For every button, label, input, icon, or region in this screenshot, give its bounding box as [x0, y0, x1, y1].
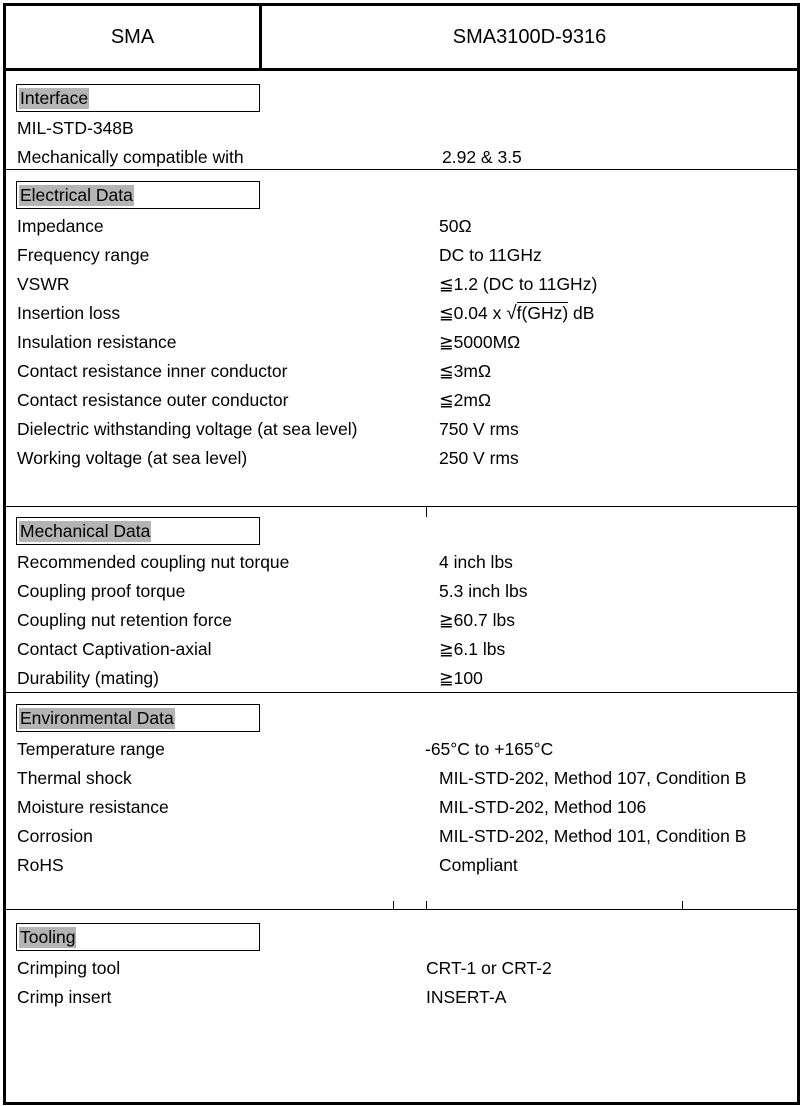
spec-label: Insulation resistance — [17, 331, 177, 352]
spec-value: 2.92 & 3.5 — [442, 147, 522, 167]
spec-value: DC to 11GHz — [439, 244, 542, 265]
connector-series: SMA — [110, 26, 155, 48]
spec-row — [6, 386, 797, 415]
spec-row — [6, 328, 797, 357]
spec-label: Contact resistance inner conductor — [17, 360, 288, 381]
spec-label: RoHS — [17, 854, 64, 875]
spec-label: Coupling nut retention force — [17, 610, 232, 630]
spec-row — [6, 577, 797, 606]
spec-row — [6, 548, 797, 577]
spec-value: CRT-1 or CRT-2 — [426, 958, 552, 978]
spec-row — [6, 764, 797, 793]
spec-label: Crimp insert — [17, 987, 112, 1007]
section-environmental — [6, 694, 797, 909]
section-title-mechanical — [16, 517, 260, 545]
spec-label: Temperature range — [17, 738, 165, 759]
column-tick — [426, 507, 427, 517]
spec-value: ≧60.7 lbs — [439, 610, 515, 630]
spec-label: Thermal shock — [17, 767, 132, 788]
spec-sheet — [3, 3, 800, 1105]
spec-label: Frequency range — [17, 244, 150, 265]
spec-label: Mechanically compatible with — [17, 147, 244, 167]
spec-row — [6, 212, 797, 241]
section-mechanical — [6, 507, 797, 693]
section-title-environmental — [16, 704, 260, 732]
spec-row — [6, 606, 797, 635]
column-tick — [682, 901, 683, 909]
section-interface — [6, 71, 797, 170]
spec-label: Impedance — [17, 215, 104, 236]
spec-value: ≧100 — [439, 668, 483, 688]
spec-label: Durability (mating) — [17, 668, 159, 688]
spec-label: Working voltage (at sea level) — [17, 447, 248, 468]
spec-value: MIL-STD-202, Method 107, Condition B — [439, 767, 747, 788]
spec-value: 4 inch lbs — [439, 552, 513, 572]
part-number: SMA3100D-9316 — [452, 26, 607, 48]
section-title-interface — [16, 84, 260, 112]
section-title-mechanical-text: Mechanical Data — [20, 521, 151, 541]
section-title-environmental-text: Environmental Data — [20, 707, 174, 728]
spec-row — [6, 241, 797, 270]
section-tooling — [6, 911, 797, 1101]
spec-row — [6, 851, 797, 880]
spec-row — [6, 444, 797, 473]
spec-label: Recommended coupling nut torque — [17, 552, 290, 572]
spec-value: ≧5000MΩ — [439, 331, 521, 352]
spec-label: MIL-STD-348B — [17, 118, 134, 138]
spec-value: 5.3 inch lbs — [439, 581, 528, 601]
spec-value: ≦2mΩ — [439, 389, 492, 410]
spec-label: Moisture resistance — [17, 796, 169, 817]
section-title-electrical-text: Electrical Data — [20, 184, 133, 205]
section-electrical — [6, 171, 797, 507]
square-root-symbol: √f(GHz) — [506, 302, 569, 324]
spec-label: Corrosion — [17, 825, 93, 846]
spec-value: ≦1.2 (DC to 11GHz) — [439, 273, 598, 294]
spec-value: 250 V rms — [439, 447, 519, 468]
insertion-loss-radicand: f(GHz) — [516, 302, 569, 323]
section-title-interface-text: Interface — [20, 88, 89, 108]
spec-value: MIL-STD-202, Method 101, Condition B — [439, 825, 747, 846]
insertion-loss-value — [439, 299, 594, 328]
spec-value: 750 V rms — [439, 418, 519, 439]
insertion-loss-prefix: ≦0.04 x — [439, 302, 507, 323]
section-title-tooling-text: Tooling — [20, 927, 76, 947]
spec-row — [6, 822, 797, 851]
spec-label: Coupling proof torque — [17, 581, 186, 601]
spec-value: -65°C to +165°C — [425, 738, 554, 759]
spec-value: Compliant — [439, 854, 518, 875]
header-row — [6, 6, 797, 71]
spec-label: Insertion loss — [17, 302, 121, 323]
spec-label: Contact resistance outer conductor — [17, 389, 289, 410]
spec-value: ≦3mΩ — [439, 360, 492, 381]
spec-row — [6, 415, 797, 444]
section-title-electrical — [16, 181, 260, 209]
column-tick — [426, 901, 427, 909]
spec-label: Contact Captivation-axial — [17, 639, 212, 659]
spec-row — [6, 143, 797, 172]
section-title-tooling — [16, 923, 260, 951]
spec-row — [6, 735, 797, 764]
spec-value: 50Ω — [439, 215, 472, 236]
spec-row — [6, 793, 797, 822]
column-tick — [393, 901, 394, 909]
spec-label: Crimping tool — [17, 958, 121, 978]
spec-row — [6, 357, 797, 386]
spec-value: INSERT-A — [426, 987, 507, 1007]
spec-row — [6, 270, 797, 299]
spec-row — [6, 299, 797, 328]
insertion-loss-suffix: dB — [568, 302, 595, 323]
spec-row — [6, 664, 797, 693]
spec-label: Dielectric withstanding voltage (at sea level) — [17, 418, 358, 439]
spec-value: ≧6.1 lbs — [439, 639, 506, 659]
section-divider — [6, 909, 797, 910]
spec-label: VSWR — [17, 273, 70, 294]
spec-row — [6, 954, 797, 983]
spec-row — [6, 114, 797, 143]
spec-row — [6, 635, 797, 664]
spec-row — [6, 983, 797, 1012]
spec-value: MIL-STD-202, Method 106 — [439, 796, 647, 817]
